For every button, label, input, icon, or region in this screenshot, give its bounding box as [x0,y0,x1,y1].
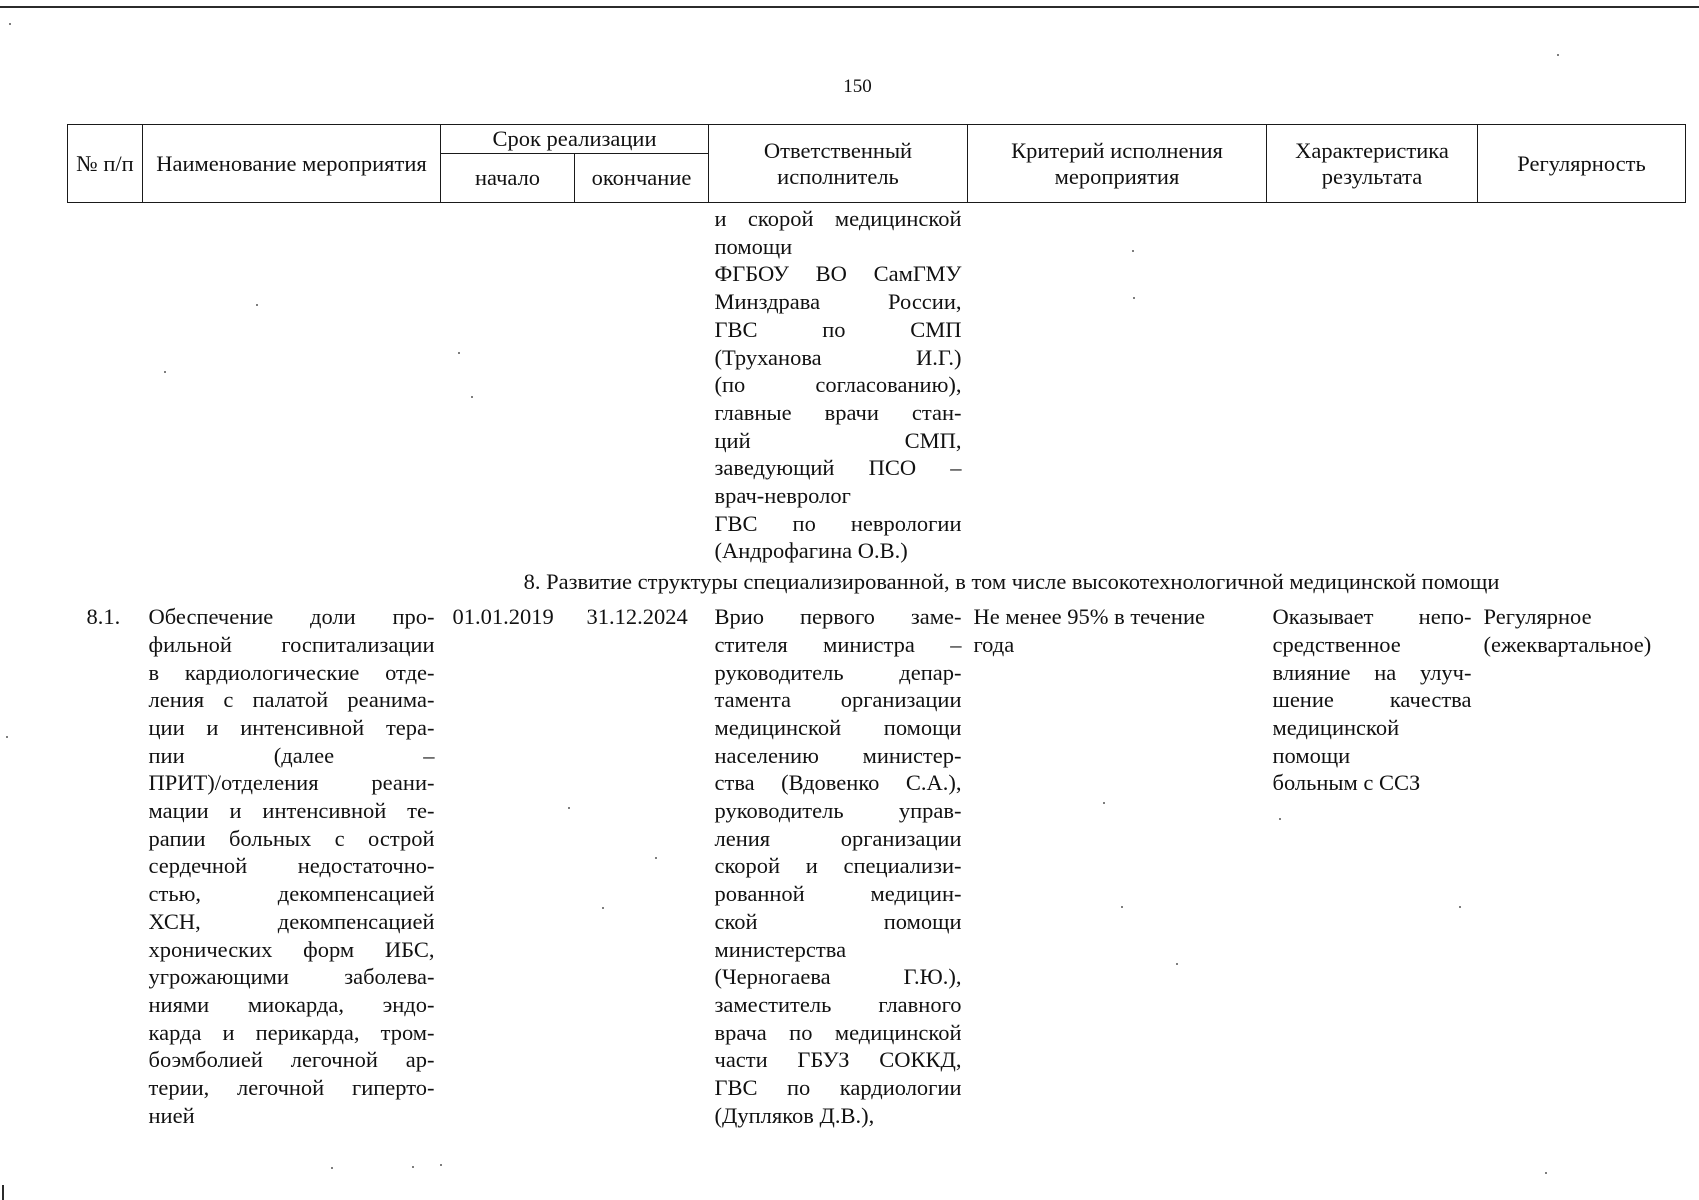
scan-speck [1545,1172,1547,1174]
text-line: министерства [714,936,847,962]
text-line: (по согласованию), [714,372,962,398]
text-line: части ГБУЗ СОККД, [714,1047,962,1073]
text-line: ФГБОУ ВО СамГМУ [714,261,962,287]
text-line: помощи [1272,742,1351,768]
text-line: заведующий ПСО – [714,455,962,481]
scan-speck [440,1164,442,1166]
text-line: (ежеквартальное) [1483,631,1652,657]
text-line: ций СМП, [714,427,962,453]
col-header-num: № п/п [68,125,143,203]
text-line: медицинской [1272,714,1400,740]
section-row [68,565,1686,601]
text-line: ГВС по СМП [714,316,962,342]
text-line: рованной медицин- [714,881,962,907]
text-line: карда и перикарда, тром- [148,1019,435,1045]
text-line: врача по медицинской [714,1019,962,1045]
scan-speck [412,1166,414,1168]
executor-cell [709,601,968,1129]
activities-table [67,124,1686,1130]
text-line: скорой и специализи- [714,853,962,879]
text-line: Врио первого заме- [714,604,962,630]
text-line: боэмболией легочной ар- [148,1047,435,1073]
text-line: населению министер- [714,742,962,768]
text-line: Минздрава России, [714,289,962,315]
text-line: в кардиологические отде- [148,659,435,685]
text-line: сердечной недостаточно- [148,853,435,879]
text-line: Оказывает непо- [1272,604,1472,630]
text-line: больным с ССЗ [1272,770,1421,796]
scan-speck [331,1167,333,1169]
text-line: врач-невролог [714,483,851,509]
text-line: медицинской помощи [714,714,962,740]
continuation-row [68,203,1686,566]
text-line: ГВС по неврологии [714,510,962,536]
text-line: угрожающими заболева- [148,964,435,990]
text-line: средственное [1272,631,1401,657]
row-number: 8.1. [86,604,121,630]
text-line: ХСН, декомпенсацией [148,908,435,934]
text-line: ской помощи [714,908,962,934]
scan-speck [9,23,11,25]
text-line: главные врачи стан- [714,399,962,425]
text-line: рапии больных с острой [148,825,435,851]
text-line: ления с палатой реанима- [148,687,435,713]
col-header-name: Наименование мероприятия [143,125,441,203]
page-number: 150 [843,76,872,97]
col-header-executor: Ответственный исполнитель [709,125,968,203]
text-line: пии (далее – [148,742,435,768]
col-header-regularity: Регулярность [1478,125,1686,203]
text-line: помощи [714,233,793,259]
text-line: стью, декомпенсацией [148,881,435,907]
text-line: (Андрофагина О.В.) [714,538,908,564]
text-line: шение качества [1272,687,1472,713]
col-header-start: начало [441,154,575,203]
text-line: Регулярное [1483,604,1592,630]
end-date-cell: 31.12.2024 [586,604,688,630]
table-row-8-1 [68,601,1686,1129]
text-line: ления организации [714,825,962,851]
col-header-term: Срок реализации [441,125,709,154]
text-line: терии, легочной гиперто- [148,1075,435,1101]
text-line: заместитель главного [714,991,962,1017]
regularity-cell [1478,601,1686,1129]
start-date-cell: 01.01.2019 [452,604,554,630]
text-line: (Труханова И.Г.) [714,344,962,370]
text-line: фильной госпитализации [148,631,435,657]
text-line: Обеспечение доли про- [148,604,435,630]
continuation-executor-cell [709,203,968,566]
col-header-criterion: Критерий исполнения мероприятия [968,125,1267,203]
scan-speck [1557,54,1559,56]
text-line: ПРИТ)/отделения реани- [148,770,435,796]
text-line: тамента организации [714,687,962,713]
text-line: ции и интенсивной тера- [148,714,435,740]
text-line: (Черногаева Г.Ю.), [714,964,962,990]
text-line: стителя министра – [714,631,962,657]
text-line: ГВС по кардиологии [714,1075,962,1101]
criterion-cell [968,601,1267,1129]
col-header-end: окончание [575,154,709,203]
scan-frame-top [0,6,1699,8]
text-line: (Дупляков Д.В.), [714,1102,875,1128]
text-line: влияние на улуч- [1272,659,1472,685]
text-line: нией [148,1102,195,1128]
text-line: руководитель депар- [714,659,962,685]
result-cell [1267,601,1478,1129]
text-line: Не менее 95% в течение [973,604,1205,630]
text-line: мации и интенсивной те- [148,798,435,824]
section-title: 8. Развитие структуры специализированной, в том числе высокотехнологичной медицинской помощи [523,569,1500,595]
text-line: и скорой медицинской [714,206,962,231]
text-line: ниями миокарда, эндо- [148,991,435,1017]
text-line: хронических форм ИБС, [148,936,435,962]
scan-speck [6,736,8,738]
col-header-result: Характеристика результата [1267,125,1478,203]
scan-frame-left [2,1185,4,1200]
activity-name-cell [143,601,441,1129]
text-line: руководитель управ- [714,798,962,824]
text-line: года [973,631,1015,657]
text-line: ства (Вдовенко С.А.), [714,770,962,796]
